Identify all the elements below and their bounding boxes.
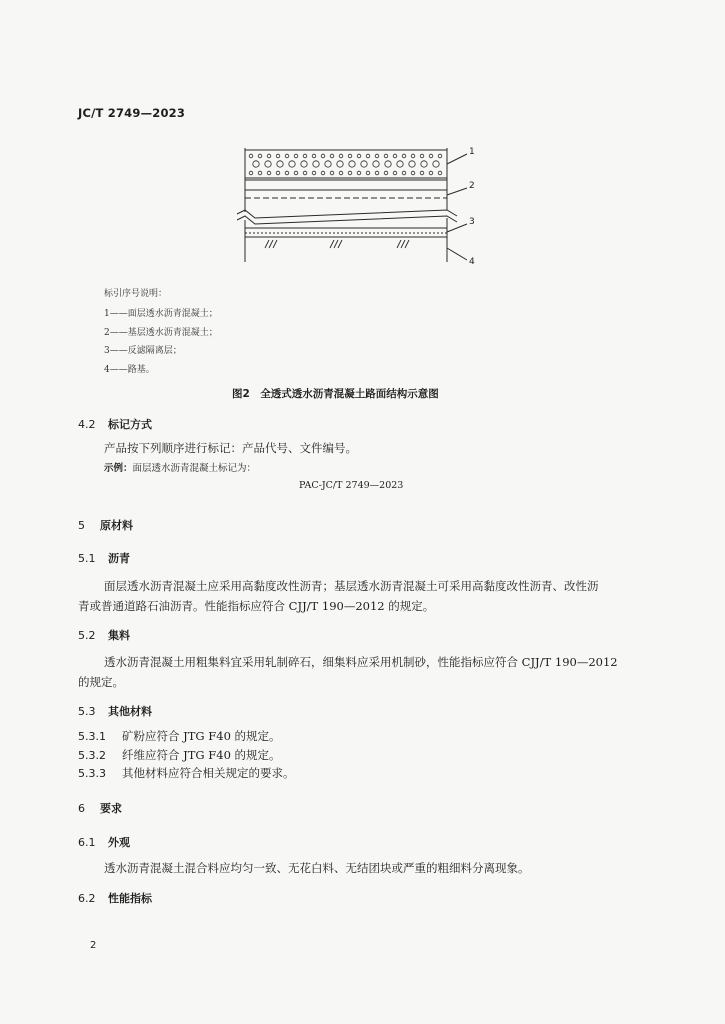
aggregate-particle xyxy=(397,161,403,167)
section-number: 6.2 xyxy=(78,892,96,905)
aggregate-particle xyxy=(375,171,379,175)
section-number: 6 xyxy=(78,802,85,815)
section-title: 原材料 xyxy=(100,519,133,532)
item-text: 其他材料应符合相关规定的要求。 xyxy=(122,766,295,780)
example-line xyxy=(104,460,256,474)
item-text: 纤维应符合 JTG F40 的规定。 xyxy=(122,748,281,762)
aggregate-particle xyxy=(411,171,415,175)
aggregate-particle xyxy=(330,154,334,158)
section-number: 5.1 xyxy=(78,552,96,565)
section-6-2-heading xyxy=(78,890,152,906)
aggregate-particle xyxy=(433,161,439,167)
callout-4: 4 xyxy=(469,257,475,267)
aggregate-particle xyxy=(303,171,307,175)
section-title: 外观 xyxy=(108,836,130,849)
section-number: 5.3 xyxy=(78,705,96,718)
aggregate-particle xyxy=(321,154,325,158)
figure-caption: 图2 全透式透水沥青混凝土路面结构示意图 xyxy=(232,388,439,400)
aggregate-particle xyxy=(361,161,367,167)
item-number: 5.3.3 xyxy=(78,767,106,780)
section-title: 沥青 xyxy=(108,552,130,565)
aggregate-particle xyxy=(420,171,424,175)
section-6-1-heading xyxy=(78,834,130,850)
section-5-2-line-1: 透水沥青混凝土用粗集料宜采用轧制碎石，细集料应采用机制砂，性能指标应符合 CJJ/T 190—2012 xyxy=(104,655,618,669)
aggregate-particle xyxy=(429,171,433,175)
aggregate-particle xyxy=(429,154,433,158)
aggregate-particle xyxy=(267,171,271,175)
section-5-2-heading xyxy=(78,627,130,643)
aggregate-particle xyxy=(258,154,262,158)
aggregate-particle xyxy=(249,154,253,158)
section-title: 集料 xyxy=(108,629,130,642)
aggregate-particle xyxy=(421,161,427,167)
section-4-2-text: 产品按下列顺序进行标记：产品代号、文件编号。 xyxy=(104,441,357,455)
legend-item-4: 4——路基。 xyxy=(104,365,155,375)
aggregate-particle xyxy=(402,171,406,175)
aggregate-particle xyxy=(385,161,391,167)
section-title: 标记方式 xyxy=(108,418,152,431)
aggregate-particle xyxy=(348,171,352,175)
aggregate-particle xyxy=(285,171,289,175)
aggregate-particle xyxy=(384,154,388,158)
aggregate-particle xyxy=(438,171,442,175)
standard-code: JC/T 2749—2023 xyxy=(78,106,186,120)
aggregate-particle xyxy=(325,161,331,167)
aggregate-particle xyxy=(312,154,316,158)
section-title: 其他材料 xyxy=(108,705,152,718)
aggregate-particle xyxy=(303,154,307,158)
section-5-3-2 xyxy=(78,747,281,763)
section-number: 4.2 xyxy=(78,418,96,431)
aggregate-particle xyxy=(258,171,262,175)
callout-1: 1 xyxy=(469,147,475,157)
aggregate-particle xyxy=(349,161,355,167)
callout-3: 3 xyxy=(469,217,475,227)
aggregate-particle xyxy=(402,154,406,158)
aggregate-particle xyxy=(313,161,319,167)
aggregate-particle xyxy=(366,154,370,158)
aggregate-particle xyxy=(276,171,280,175)
section-number: 5.2 xyxy=(78,629,96,642)
example-text: 面层透水沥青混凝土标记为： xyxy=(132,463,257,474)
aggregate-particle xyxy=(321,171,325,175)
aggregate-particle xyxy=(393,171,397,175)
legend-title: 标引序号说明： xyxy=(104,289,168,299)
aggregate-particle xyxy=(411,154,415,158)
section-title: 要求 xyxy=(100,802,122,815)
aggregate-particle xyxy=(312,171,316,175)
aggregate-particle xyxy=(357,171,361,175)
section-6-heading xyxy=(78,800,122,816)
section-5-3-heading xyxy=(78,703,152,719)
legend-item-3: 3——反滤隔离层； xyxy=(104,346,182,356)
section-number: 5 xyxy=(78,519,85,532)
section-5-1-line-1: 面层透水沥青混凝土应采用高黏度改性沥青；基层透水沥青混凝土可采用高黏度改性沥青、改性沥 xyxy=(104,579,599,593)
item-text: 矿粉应符合 JTG F40 的规定。 xyxy=(122,729,281,743)
marking-example: PAC-JC/T 2749—2023 xyxy=(299,480,404,491)
item-number: 5.3.1 xyxy=(78,730,106,743)
section-5-heading xyxy=(78,517,133,533)
aggregate-particle xyxy=(249,171,253,175)
aggregate-particle xyxy=(294,171,298,175)
aggregate-particle xyxy=(276,154,280,158)
section-title: 性能指标 xyxy=(108,892,152,905)
aggregate-particle xyxy=(337,161,343,167)
callout-2: 2 xyxy=(469,181,475,191)
aggregate-particle xyxy=(339,154,343,158)
legend-item-1: 1——面层透水沥青混凝土； xyxy=(104,309,218,319)
section-5-3-1 xyxy=(78,728,281,744)
page-number: 2 xyxy=(90,940,97,951)
aggregate-particle xyxy=(393,154,397,158)
aggregate-particle xyxy=(409,161,415,167)
item-number: 5.3.2 xyxy=(78,749,106,762)
section-5-1-heading xyxy=(78,550,130,566)
aggregate-particle xyxy=(339,171,343,175)
section-number: 6.1 xyxy=(78,836,96,849)
aggregate-particle xyxy=(285,154,289,158)
aggregate-particle xyxy=(373,161,379,167)
aggregate-particle xyxy=(294,154,298,158)
section-4-2-heading xyxy=(78,416,152,432)
aggregate-particle xyxy=(267,154,271,158)
aggregate-particle xyxy=(384,171,388,175)
aggregate-particle xyxy=(277,161,283,167)
example-label: 示例： xyxy=(104,463,133,474)
aggregate-particle xyxy=(348,154,352,158)
aggregate-particle xyxy=(330,171,334,175)
aggregate-particle xyxy=(289,161,295,167)
aggregate-particle xyxy=(420,154,424,158)
aggregate-particle xyxy=(438,154,442,158)
aggregate-particle xyxy=(253,161,259,167)
section-5-3-3 xyxy=(78,765,295,781)
aggregate-particle xyxy=(366,171,370,175)
aggregate-particle xyxy=(301,161,307,167)
section-5-1-line-2: 青或普通道路石油沥青。性能指标应符合 CJJ/T 190—2012 的规定。 xyxy=(78,599,435,613)
section-5-2-line-2: 的规定。 xyxy=(78,675,124,689)
aggregate-particle xyxy=(265,161,271,167)
aggregate-particle xyxy=(375,154,379,158)
legend-item-2: 2——基层透水沥青混凝土； xyxy=(104,328,218,338)
aggregate-particle xyxy=(357,154,361,158)
section-6-1-text: 透水沥青混凝土混合料应均匀一致、无花白料、无结团块或严重的粗细料分离现象。 xyxy=(104,861,530,875)
pavement-structure-diagram xyxy=(225,140,490,270)
